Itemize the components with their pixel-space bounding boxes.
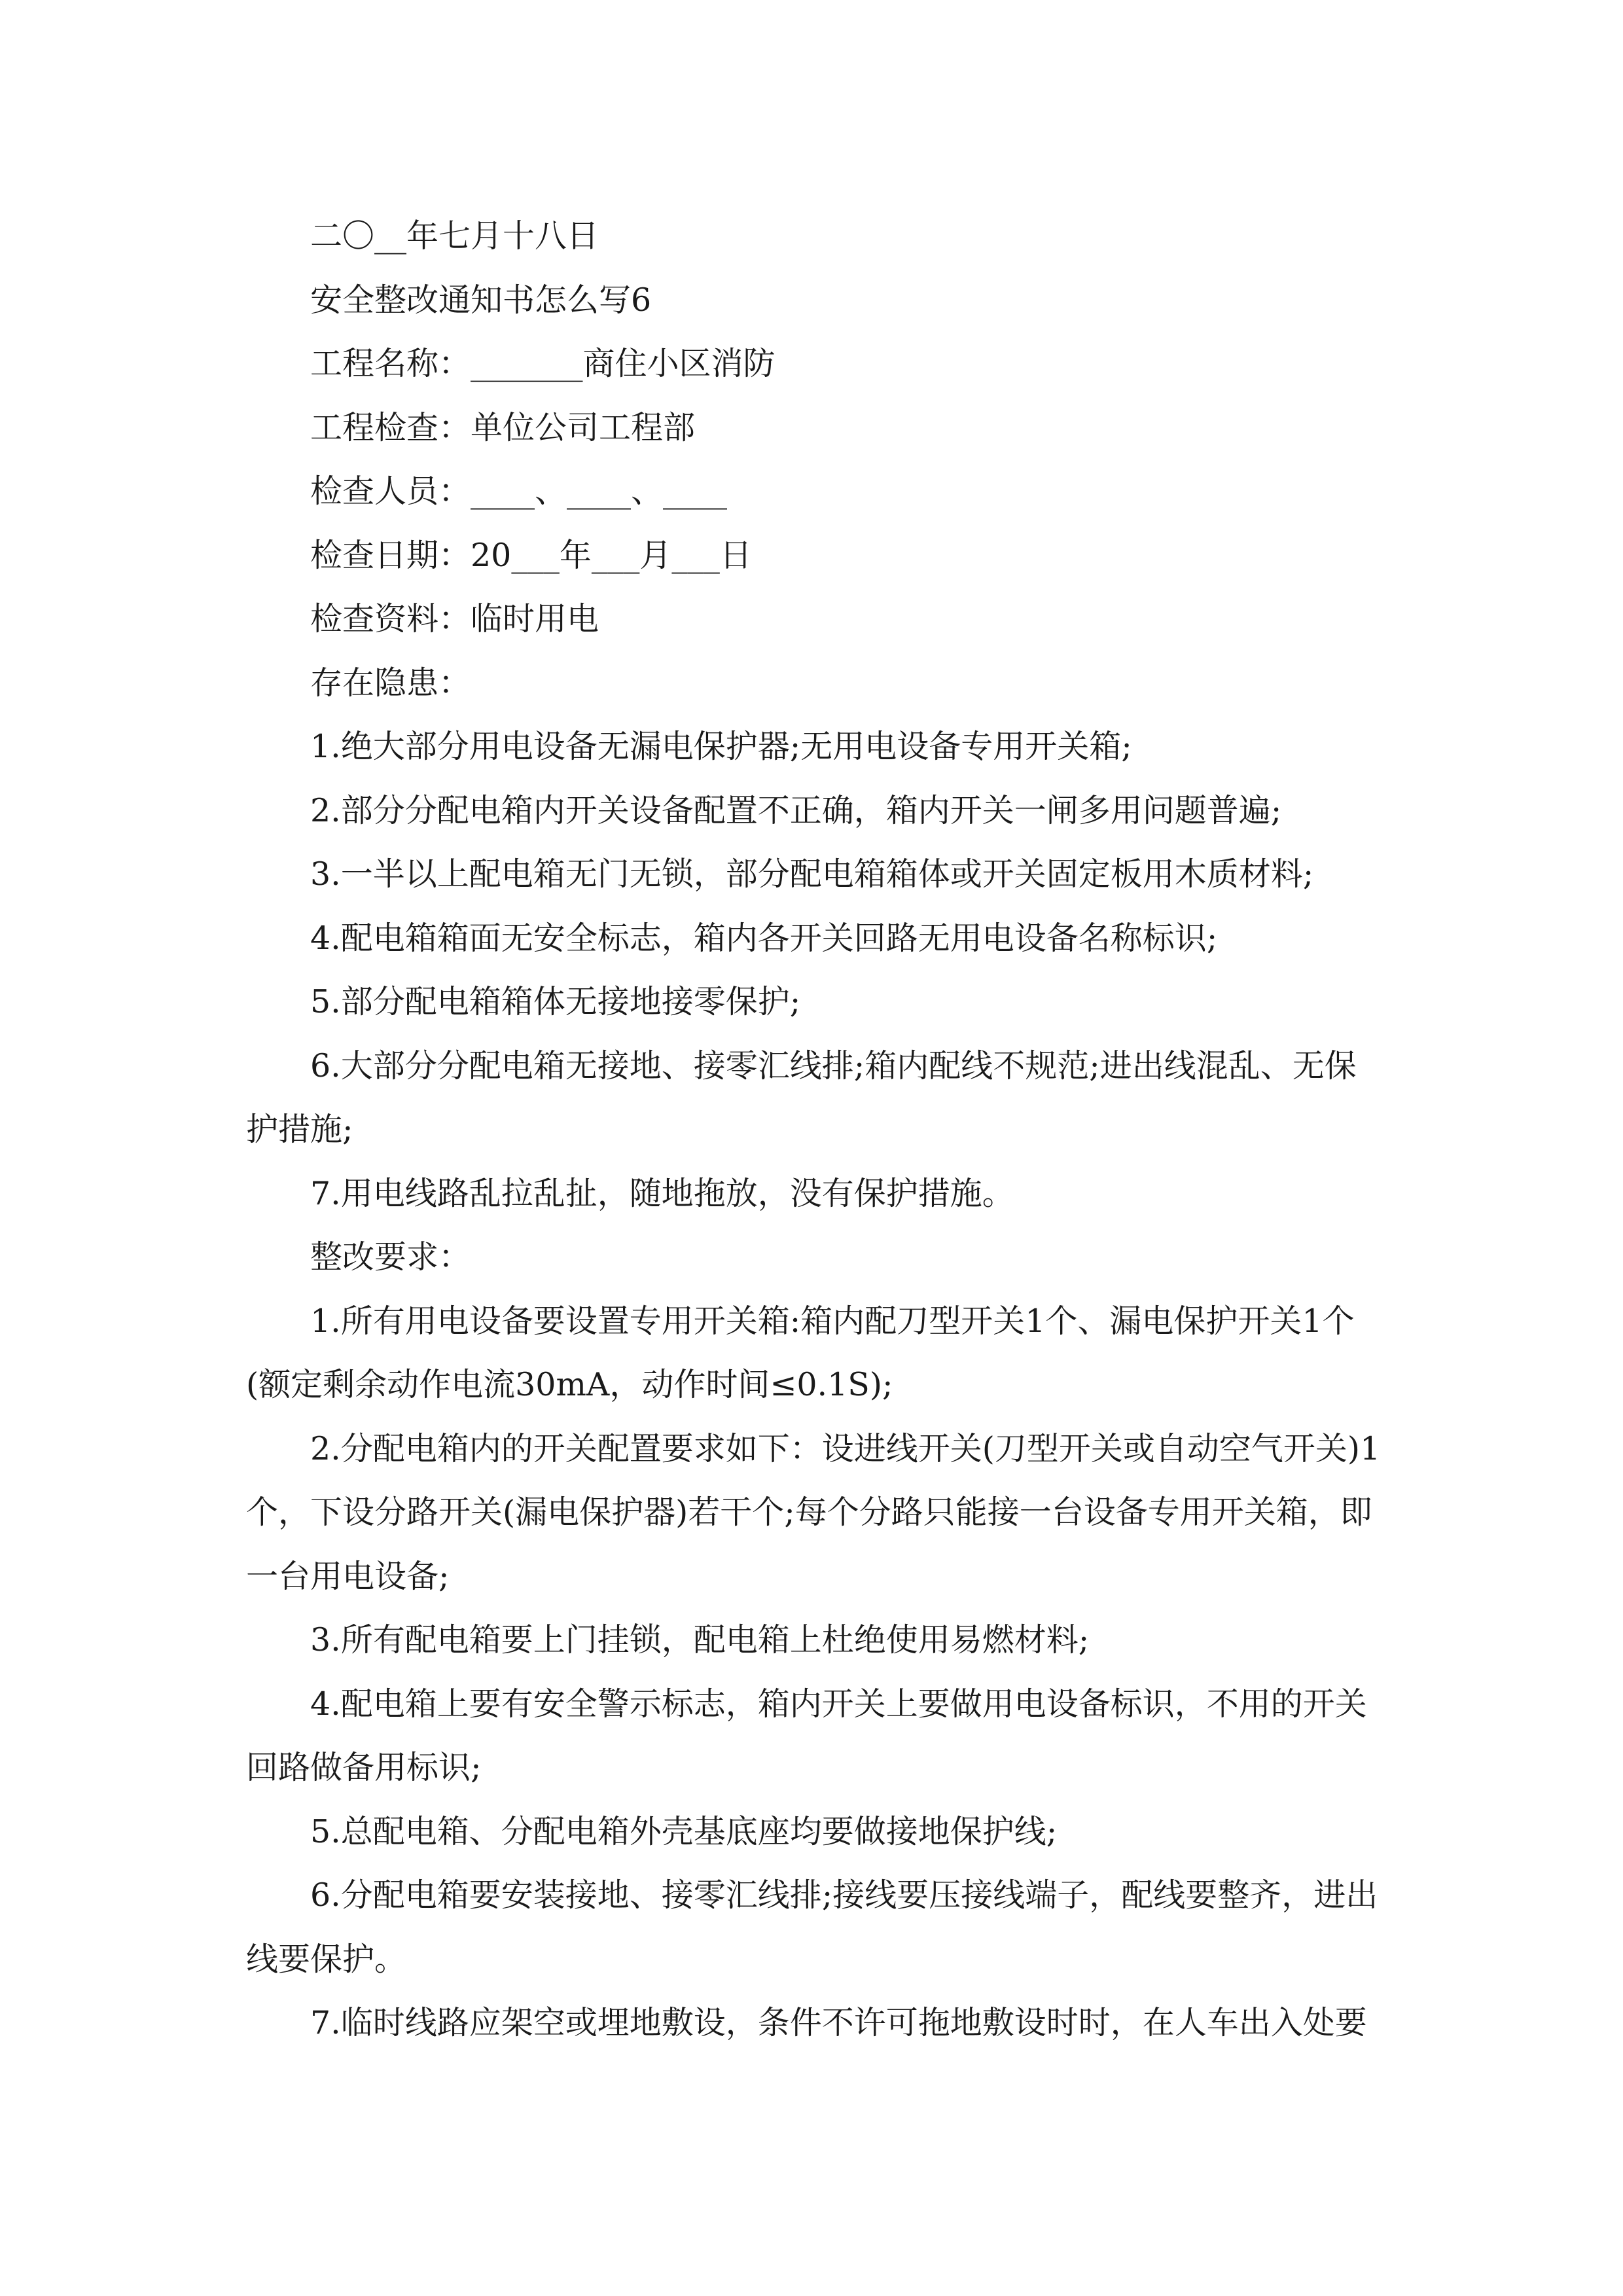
project-name-line: 工程名称：_______商住小区消防 (310, 345, 776, 382)
requirement-item: 5.总配电箱、分配电箱外壳基底座均要做接地保护线; (310, 1812, 1058, 1850)
inspectors-line: 检查人员：____、____、____ (310, 473, 728, 510)
requirement-item: 2.分配电箱内的开关配置要求如下：设进线开关(刀型开关或自动空气开关)1个，下设分路开关(漏电保护器)若干个;每个分路只能接一台设备专用开关箱，即一台用电设备; (246, 1429, 1381, 1595)
requirement-item: 3.所有配电箱要上门挂锁，配电箱上杜绝使用易燃材料; (310, 1621, 1090, 1659)
requirements-heading: 整改要求： (310, 1238, 471, 1276)
inspection-material-line: 检查资料：临时用电 (310, 600, 599, 637)
requirement-item: 6.分配电箱要安装接地、接零汇线排;接线要压接线端子，配线要整齐，进出线要保护。 (246, 1876, 1378, 1978)
hazard-item: 3.一半以上配电箱无门无锁，部分配电箱箱体或开关固定板用木质材料; (310, 855, 1314, 893)
date-line: 二〇__年七月十八日 (310, 217, 599, 255)
inspection-date-line: 检查日期：20___年___月___日 (310, 536, 752, 574)
requirement-item: 7.临时线路应架空或埋地敷设，条件不许可拖地敷设时时，在人车出入处要 (310, 2004, 1367, 2041)
requirement-item: 4.配电箱上要有安全警示标志，箱内开关上要做用电设备标识，不用的开关回路做备用标识; (246, 1685, 1367, 1786)
hazard-item: 6.大部分分配电箱无接地、接零汇线排;箱内配线不规范;进出线混乱、无保护措施; (246, 1047, 1357, 1148)
project-inspection-line: 工程检查：单位公司工程部 (310, 408, 696, 446)
hazards-heading: 存在隐患： (310, 664, 471, 702)
hazard-item: 1.绝大部分用电设备无漏电保护器;无用电设备专用开关箱; (310, 728, 1132, 765)
requirement-item: 1.所有用电设备要设置专用开关箱:箱内配刀型开关1个、漏电保护开关1个(额定剩余动作电流30mA，动作时间≤0.1S); (246, 1302, 1355, 1403)
hazard-item: 4.配电箱箱面无安全标志，箱内各开关回路无用电设备名称标识; (310, 919, 1218, 957)
document-title: 安全整改通知书怎么写6 (310, 281, 652, 319)
document-body (246, 204, 1382, 2055)
hazard-item: 5.部分配电箱箱体无接地接零保护; (310, 983, 801, 1020)
hazard-item: 2.部分分配电箱内开关设备配置不正确，箱内开关一闸多用问题普遍; (310, 791, 1282, 829)
hazard-item: 7.用电线路乱拉乱扯，随地拖放，没有保护措施。 (310, 1174, 1014, 1212)
